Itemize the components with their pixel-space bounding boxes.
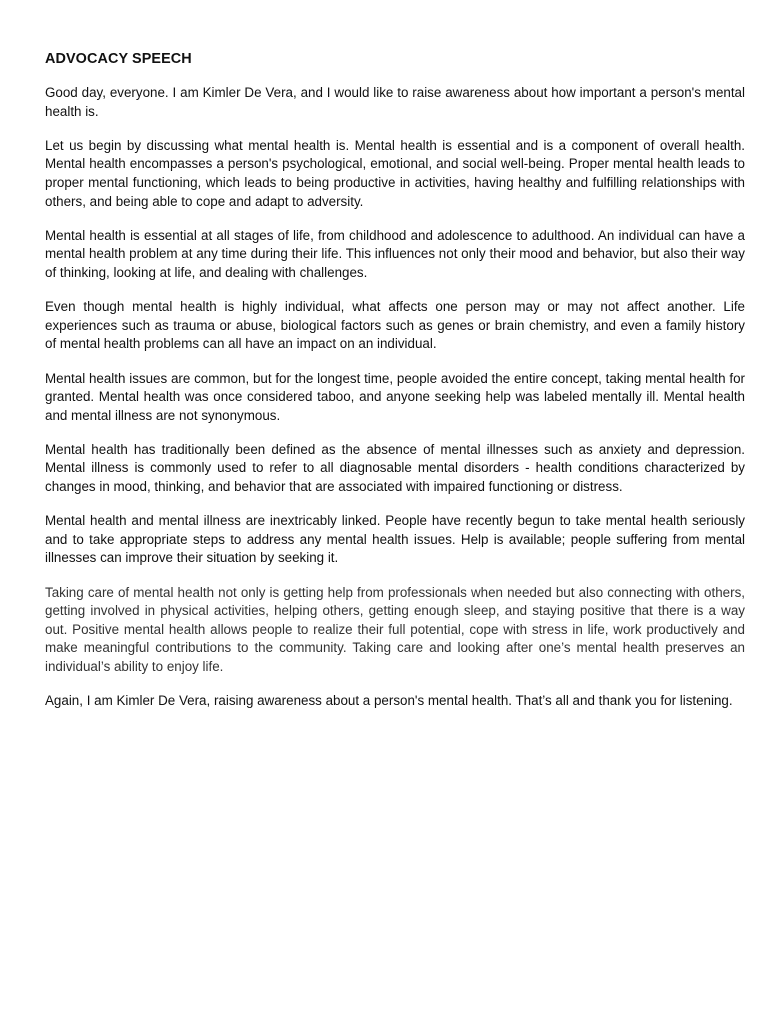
document-page	[45, 49, 745, 726]
paragraph-greeting: Good day, everyone. I am Kimler De Vera, and I would like to raise awareness about how important a person's mental health is.	[45, 85, 745, 119]
paragraph-individual-factors: Even though mental health is highly individual, what affects one person may or may not affect another. Life experiences such as trauma or abuse, biological factors such as genes or brain chemistry, and even a family history of mental health problems can all have an impact on an individual.	[45, 299, 745, 352]
paragraph-closing: Again, I am Kimler De Vera, raising awareness about a person's mental health. That’s all and thank you for listening.	[45, 693, 733, 709]
paragraph-self-care: Taking care of mental health not only is getting help from professionals when needed but also connecting with others, getting involved in physical activities, helping others, getting enough sleep, and staying positive that there is a way out. Positive mental health allows people to realize their full potential, cope with stress in life, work productively and make meaningful contributions to the community. Taking care and looking after one’s mental health preserves an individual’s ability to enjoy life.	[45, 584, 745, 674]
page-title: ADVOCACY SPEECH	[45, 51, 192, 67]
paragraph-linkage: Mental health and mental illness are inextricably linked. People have recently begun to take mental health seriously and to take appropriate steps to address any mental health issues. Help is available; people suffering from mental illnesses can improve their situation by seeking it.	[45, 513, 745, 566]
paragraph-life-stages: Mental health is essential at all stages of life, from childhood and adolescence to adulthood. An individual can have a mental health problem at any time during their life. This influences not only their mood and behavior, but also their way of thinking, looking at life, and dealing with challenges.	[45, 227, 745, 280]
paragraph-mental-illness: Mental health has traditionally been defined as the absence of mental illnesses such as anxiety and depression. Mental illness is commonly used to refer to all diagnosable mental disorders - health conditions characterized by changes in mood, thinking, and behavior that are associated with impaired functioning or distress.	[45, 441, 745, 495]
paragraph-definition: Let us begin by discussing what mental health is. Mental health is essential and is a component of overall health. Mental health encompasses a person's psychological, emotional, and social well-being. Proper mental health leads to proper mental functioning, which leads to being productive in activities, having healthy and fulfilling relationships with others, and being able to cope and adapt to adversity.	[45, 137, 745, 209]
paragraph-stigma: Mental health issues are common, but for the longest time, people avoided the entire concept, taking mental health for granted. Mental health was once considered taboo, and anyone seeking help was labeled mentally ill. Mental health and mental illness are not synonymous.	[45, 370, 745, 423]
